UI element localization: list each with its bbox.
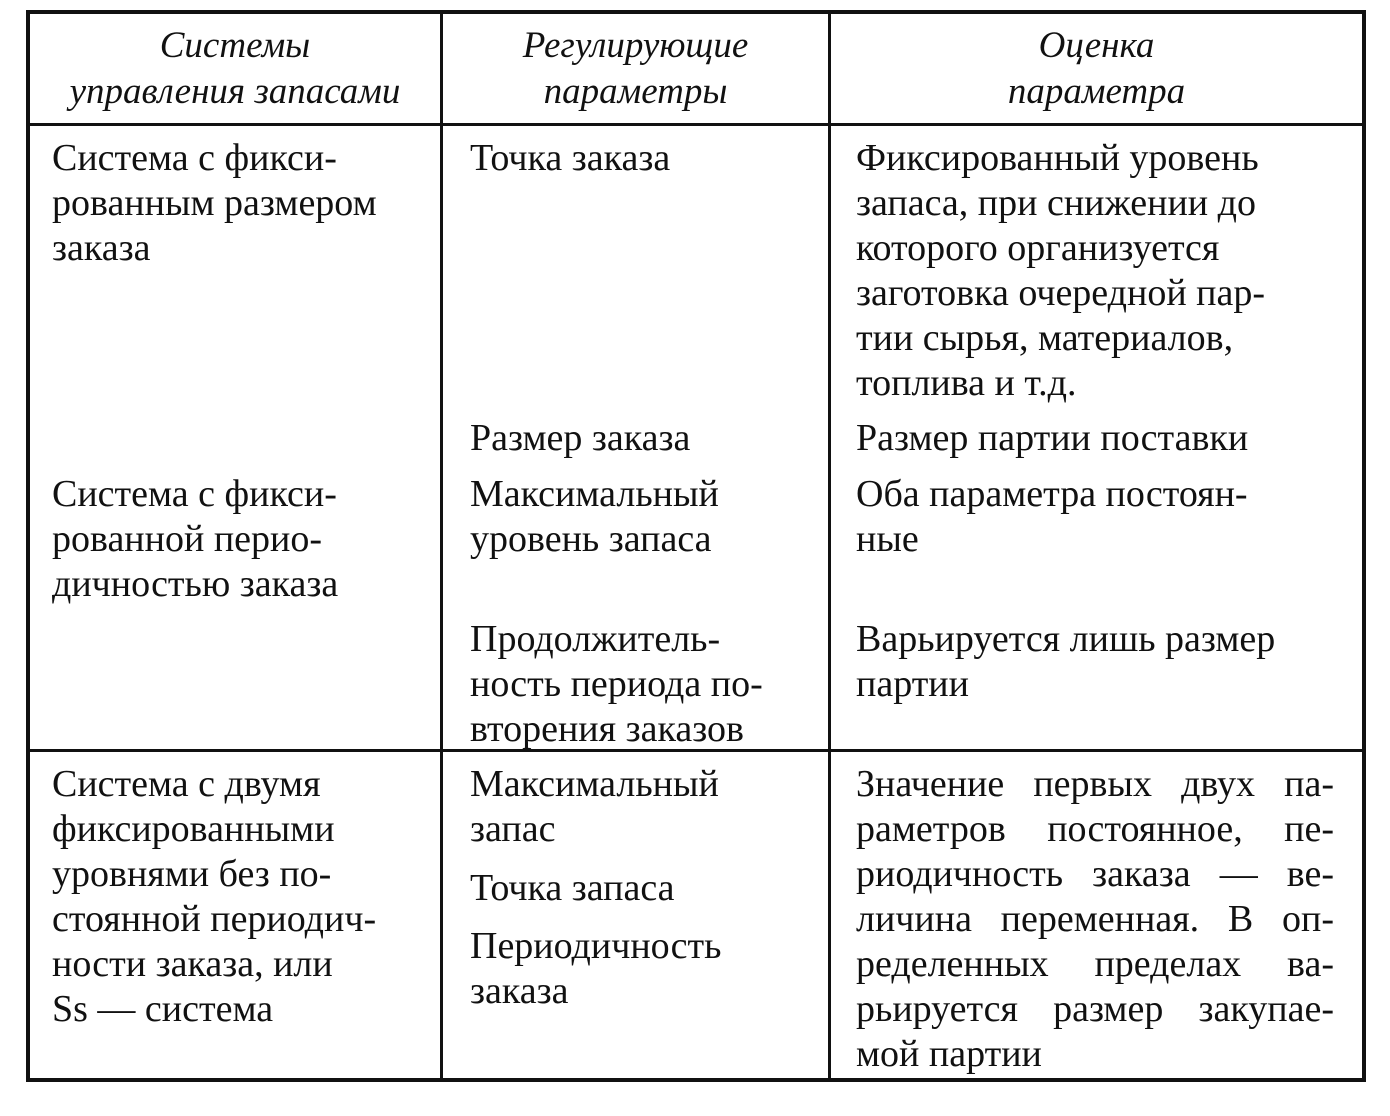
- text-line: стоянной периодич-: [52, 898, 377, 940]
- text-line: рьируется размер закупае-: [856, 988, 1334, 1030]
- text-line: Максимальный: [470, 763, 719, 805]
- text-line: топлива и т.д.: [856, 362, 1077, 404]
- text-line: ности заказа, или: [52, 943, 333, 985]
- param-stock-point: [470, 866, 675, 911]
- text-line: Значение первых двух па-: [856, 763, 1334, 805]
- text-line: ределенных пределах ва-: [856, 943, 1334, 985]
- param-reorder-period: [470, 617, 763, 752]
- param-order-periodicity: [470, 924, 721, 1014]
- text-line: заготовка очередной пар-: [856, 272, 1266, 314]
- text-line: Точка заказа: [470, 137, 671, 179]
- text-line: Система с фикси-: [52, 137, 337, 179]
- text-line: Периодичность: [470, 925, 722, 967]
- text-line: заказа: [470, 970, 569, 1012]
- param-order-size: [470, 416, 690, 461]
- eval-order-point: [856, 136, 1265, 406]
- text-line: Точка запаса: [470, 867, 675, 909]
- header-params: [443, 14, 828, 124]
- system-two-levels-ss: [52, 762, 376, 1032]
- header-evaluation: [831, 14, 1362, 124]
- text-line: рованной перио-: [52, 518, 323, 560]
- header-params-line-2: параметры: [543, 71, 728, 112]
- param-max-stock-level: [470, 472, 719, 562]
- text-line: вторения заказов: [470, 708, 744, 750]
- text-line: Оба параметра постоян-: [856, 473, 1248, 515]
- eval-reorder-period: [856, 617, 1275, 707]
- column-divider-1: [440, 14, 443, 1078]
- header-systems-line-1: Системы: [159, 25, 311, 66]
- header-evaluation-line-1: Оценка: [1038, 25, 1155, 66]
- eval-max-stock-level: [856, 472, 1248, 562]
- header-systems: [30, 14, 440, 124]
- text-line: Максимальный: [470, 473, 719, 515]
- text-line: запас: [470, 808, 556, 850]
- text-line: Варьируется лишь размер: [856, 618, 1276, 660]
- header-systems-line-2: управления запасами: [69, 71, 401, 112]
- text-line: ность периода по-: [470, 663, 763, 705]
- eval-two-levels: [856, 762, 1334, 1077]
- inventory-systems-table: [26, 10, 1366, 1082]
- text-line: Фиксированный уровень: [856, 137, 1259, 179]
- text-line: риодичность заказа — ве-: [856, 853, 1334, 895]
- text-line: дичностью заказа: [52, 563, 339, 605]
- system-fixed-order-size: [52, 136, 377, 271]
- system-fixed-periodicity: [52, 472, 338, 607]
- text-line: ные: [856, 518, 919, 560]
- text-line: фиксированными: [52, 808, 335, 850]
- text-line: партии: [856, 663, 969, 705]
- text-line: которого организуется: [856, 227, 1220, 269]
- header-params-line-1: Регулирующие: [522, 25, 749, 66]
- param-max-stock: [470, 762, 719, 852]
- text-line: Размер заказа: [470, 417, 691, 459]
- text-line: Система с двумя: [52, 763, 321, 805]
- column-divider-2: [828, 14, 831, 1078]
- text-line: Размер партии поставки: [856, 417, 1249, 459]
- param-order-point: [470, 136, 670, 181]
- header-evaluation-line-2: параметра: [1007, 71, 1186, 112]
- text-line: рованным размером: [52, 182, 377, 224]
- text-line: тии сырья, материалов,: [856, 317, 1234, 359]
- text-line: личина переменная. В оп-: [856, 898, 1334, 940]
- text-line: раметров постоянное, пе-: [856, 808, 1334, 850]
- text-line: уровнями без по-: [52, 853, 332, 895]
- text-line: Продолжитель-: [470, 618, 721, 660]
- text-line: уровень запаса: [470, 518, 712, 560]
- text-line: Ss — система: [52, 988, 274, 1030]
- text-line: запаса, при снижении до: [856, 182, 1256, 224]
- text-line: Система с фикси-: [52, 473, 337, 515]
- text-line: заказа: [52, 227, 151, 269]
- eval-order-size: [856, 416, 1248, 461]
- text-line: мой партии: [856, 1033, 1042, 1075]
